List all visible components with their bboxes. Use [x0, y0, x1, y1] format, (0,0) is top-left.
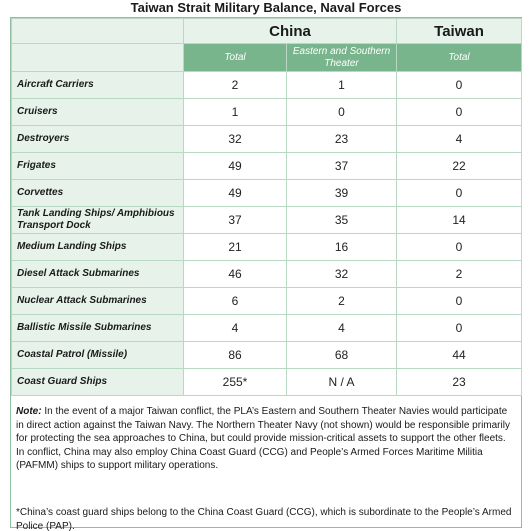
naval-forces-table [11, 18, 522, 396]
cell-eastern-southern: 39 [287, 180, 397, 207]
note-text: In the event of a major Taiwan conflict, the PLA’s Eastern and Southern Theater Navies would participate in direct action against the Taiwan Navy. The Northern Theater Navy (not shown) would be responsible primarily for protecting the sea approaches to China, but could provide mission-critical assets to support the other fleets. In conflict, China may also employ China Coast Guard (CCG) and People’s Armed Forces Maritime Militia (PAFMM) ships to support military operations. [16, 406, 510, 471]
table-row [12, 288, 522, 315]
note-label: Note: [16, 406, 42, 417]
table-row [12, 315, 522, 342]
cell-china-total: 6 [184, 288, 287, 315]
cell-eastern-southern: 2 [287, 288, 397, 315]
cell-eastern-southern: 1 [287, 72, 397, 99]
table-frame [10, 17, 522, 531]
table-row [12, 207, 522, 234]
cell-taiwan-total: 0 [397, 234, 522, 261]
row-label: Nuclear Attack Submarines [12, 288, 184, 315]
cell-eastern-southern: 23 [287, 126, 397, 153]
cell-taiwan-total: 0 [397, 99, 522, 126]
cell-china-total: 4 [184, 315, 287, 342]
corner-cell [12, 19, 184, 44]
group-header-china: China [184, 19, 397, 44]
cell-china-total: 32 [184, 126, 287, 153]
cell-eastern-southern: 16 [287, 234, 397, 261]
cell-china-total: 46 [184, 261, 287, 288]
cell-taiwan-total: 14 [397, 207, 522, 234]
cell-china-total: 49 [184, 180, 287, 207]
row-label: Diesel Attack Submarines [12, 261, 184, 288]
cell-china-total: 21 [184, 234, 287, 261]
cell-eastern-southern: 35 [287, 207, 397, 234]
row-label: Aircraft Carriers [12, 72, 184, 99]
cell-taiwan-total: 22 [397, 153, 522, 180]
row-label: Medium Landing Ships [12, 234, 184, 261]
group-header-taiwan: Taiwan [397, 19, 522, 44]
footnote: *China’s coast guard ships belong to the China Coast Guard (CCG), which is subordinate to the People’s Armed Police (PAP). [16, 507, 512, 531]
table-row [12, 342, 522, 369]
cell-taiwan-total: 23 [397, 369, 522, 396]
cell-taiwan-total: 44 [397, 342, 522, 369]
cell-taiwan-total: 2 [397, 261, 522, 288]
cell-china-total: 255* [184, 369, 287, 396]
row-label: Coast Guard Ships [12, 369, 184, 396]
row-label: Corvettes [12, 180, 184, 207]
cell-china-total: 37 [184, 207, 287, 234]
cell-taiwan-total: 0 [397, 315, 522, 342]
note-paragraph [16, 405, 516, 473]
row-label: Destroyers [12, 126, 184, 153]
cell-eastern-southern: N / A [287, 369, 397, 396]
col-header-china-total: Total [184, 44, 287, 72]
table-row [12, 261, 522, 288]
table-row [12, 126, 522, 153]
row-label: Frigates [12, 153, 184, 180]
col-header-eastern-southern: Eastern and Southern Theater [287, 44, 397, 72]
cell-eastern-southern: 4 [287, 315, 397, 342]
cell-taiwan-total: 0 [397, 180, 522, 207]
row-label: Ballistic Missile Submarines [12, 315, 184, 342]
col-header-taiwan-total: Total [397, 44, 522, 72]
cell-china-total: 1 [184, 99, 287, 126]
table-row [12, 369, 522, 396]
corner-cell-sub [12, 44, 184, 72]
table-row [12, 180, 522, 207]
cell-taiwan-total: 0 [397, 72, 522, 99]
row-label: Tank Landing Ships/ Amphibious Transport Dock [12, 207, 184, 234]
cell-taiwan-total: 4 [397, 126, 522, 153]
cell-china-total: 2 [184, 72, 287, 99]
cell-eastern-southern: 37 [287, 153, 397, 180]
cell-taiwan-total: 0 [397, 288, 522, 315]
table-row [12, 72, 522, 99]
table-row [12, 153, 522, 180]
cell-china-total: 86 [184, 342, 287, 369]
table-row [12, 234, 522, 261]
page-title: Taiwan Strait Military Balance, Naval Forces [130, 0, 402, 15]
cell-eastern-southern: 68 [287, 342, 397, 369]
cell-eastern-southern: 0 [287, 99, 397, 126]
row-label: Cruisers [12, 99, 184, 126]
cell-china-total: 49 [184, 153, 287, 180]
row-label: Coastal Patrol (Missile) [12, 342, 184, 369]
table-row [12, 99, 522, 126]
cell-eastern-southern: 32 [287, 261, 397, 288]
